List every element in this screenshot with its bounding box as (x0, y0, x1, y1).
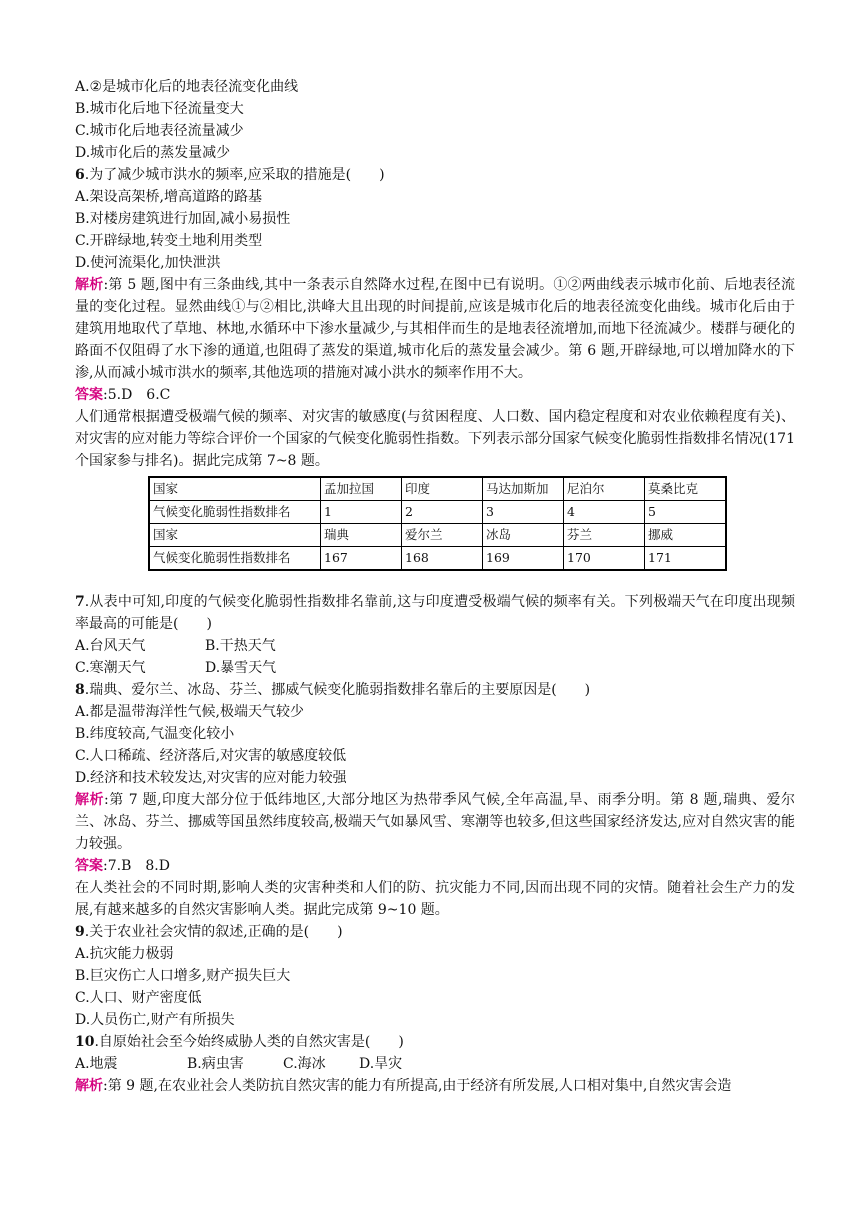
table-cell: 2 (402, 501, 483, 524)
q7-number: 7 (75, 594, 85, 610)
table-cell: 5 (645, 501, 727, 524)
q9-number: 9 (75, 924, 85, 940)
table-cell: 孟加拉国 (321, 477, 402, 501)
q6-option-a: A.架设高架桥,增高道路的路基 (75, 189, 263, 205)
table-cell: 167 (321, 547, 402, 571)
q9-option-a: A.抗灾能力极弱 (75, 946, 174, 962)
table-header-country: 国家 (149, 477, 321, 501)
table-row (149, 501, 726, 524)
analysis-5-6 (75, 274, 795, 384)
table-row (149, 547, 726, 571)
table-cell: 挪威 (645, 524, 727, 547)
table-cell: 1 (321, 501, 402, 524)
q7-options-row1 (75, 635, 795, 657)
q9-option-b: B.巨灾伤亡人口增多,财产损失巨大 (75, 968, 291, 984)
analysis-text: :第 9 题,在农业社会人类防抗自然灾害的能力有所提高,由于经济有所发展,人口相对集中,自然灾害会造 (103, 1078, 732, 1094)
table-cell: 尼泊尔 (564, 477, 645, 501)
table-row (149, 524, 726, 547)
q8-stem-text: .瑞典、爱尔兰、冰岛、芬兰、挪威气候变化脆弱指数排名靠后的主要原因是( ) (84, 682, 591, 698)
q7-option-c: C.寒潮天气 (75, 660, 146, 676)
analysis-text: :第 5 题,图中有三条曲线,其中一条表示自然降水过程,在图中已有说明。①②两曲线表示城市化前、后地表径流量的变化过程。显然曲线①与②相比,洪峰大且出现的时间提前,应该是城市化后的地表径流变化曲线。城市化后由于建筑用地取代了草地、林地,水循环中下渗水量减少,与其相伴而生的是地表径流增加,而地下径流减少。楼群与硬化的路面不仅阻碍了水下渗的通道,也阻碍了蒸发的渠道,城市化后的蒸发量会减少。第 6 题,开辟绿地,可以增加降水的下渗,从而减小城市洪水的频率,其他选项的措施对减小洪水的频率作用不大。 (75, 277, 796, 381)
q7-option-b: B.干热天气 (205, 638, 276, 654)
table-cell: 168 (402, 547, 483, 571)
table-header-country: 国家 (149, 524, 321, 547)
answer-text: :5.D 6.C (103, 387, 171, 403)
q6-stem (75, 164, 795, 186)
q7-option-d: D.暴雪天气 (205, 660, 277, 676)
q8-option-c: C.人口稀疏、经济落后,对灾害的敏感度较低 (75, 748, 347, 764)
q6-option-b: B.对楼房建筑进行加固,减小易损性 (75, 211, 291, 227)
q10-option-d: D.旱灾 (359, 1056, 403, 1072)
q6-option-c: C.开辟绿地,转变土地利用类型 (75, 233, 263, 249)
q7-options-row2 (75, 657, 795, 679)
intro-9-10: 在人类社会的不同时期,影响人类的灾害种类和人们的防、抗灾能力不同,因而出现不同的灾情。随着社会生产力的发展,有越来越多的自然灾害影响人类。据此完成第 9~10 题。 (75, 880, 795, 918)
q6-stem-text: .为了减少城市洪水的频率,应采取的措施是( ) (84, 167, 385, 183)
q8-option-d: D.经济和技术较发达,对灾害的应对能力较强 (75, 770, 347, 786)
table-cell: 马达加斯加 (483, 477, 564, 501)
table-cell: 冰岛 (483, 524, 564, 547)
q10-number: 10 (75, 1034, 95, 1050)
q10-option-b: B.病虫害 (187, 1056, 244, 1072)
vulnerability-table (148, 476, 727, 571)
q9-stem (75, 921, 795, 943)
table-cell: 莫桑比克 (645, 477, 727, 501)
table-cell: 芬兰 (564, 524, 645, 547)
analysis-7-8 (75, 789, 795, 855)
q7-stem (75, 591, 795, 635)
table-row (149, 477, 726, 501)
table-cell: 171 (645, 547, 727, 571)
answer-label: 答案 (75, 387, 103, 403)
q5-option-c: C.城市化后地表径流量减少 (75, 123, 244, 139)
q6-number: 6 (75, 167, 85, 183)
table-cell: 爱尔兰 (402, 524, 483, 547)
intro-7-8: 人们通常根据遭受极端气候的频率、对灾害的敏感度(与贫困程度、人口数、国内稳定程度和对农业依赖程度有关)、对灾害的应对能力等综合评价一个国家的气候变化脆弱性指数。下列表示部分国家气候变化脆弱性指数排名情况(171 个国家参与排名)。据此完成第 7~8 题。 (75, 409, 795, 469)
q8-stem (75, 679, 795, 701)
q5-option-a: A.②是城市化后的地表径流变化曲线 (75, 79, 299, 95)
table-cell: 瑞典 (321, 524, 402, 547)
table-cell: 印度 (402, 477, 483, 501)
q7-option-a: A.台风天气 (75, 638, 146, 654)
q8-number: 8 (75, 682, 85, 698)
q9-option-c: C.人口、财产密度低 (75, 990, 202, 1006)
q5-option-d: D.城市化后的蒸发量减少 (75, 145, 231, 161)
q7-stem-text: .从表中可知,印度的气候变化脆弱性指数排名靠前,这与印度遭受极端气候的频率有关。下列极端天气在印度出现频率最高的可能是( ) (75, 594, 795, 632)
analysis-label: 解析 (75, 792, 105, 808)
q8-option-b: B.纬度较高,气温变化较小 (75, 726, 235, 742)
answer-text: :7.B 8.D (103, 858, 170, 874)
q10-options-row (75, 1053, 795, 1075)
table-header-rank: 气候变化脆弱性指数排名 (149, 547, 321, 571)
q8-option-a: A.都是温带海洋性气候,极端天气较少 (75, 704, 305, 720)
answer-5-6 (75, 384, 795, 406)
q5-option-b: B.城市化后地下径流量变大 (75, 101, 244, 117)
table-cell: 4 (564, 501, 645, 524)
table-cell: 169 (483, 547, 564, 571)
q9-option-d: D.人员伤亡,财产有所损失 (75, 1012, 235, 1028)
answer-label: 答案 (75, 858, 103, 874)
q9-stem-text: .关于农业社会灾情的叙述,正确的是( ) (84, 924, 343, 940)
q6-option-d: D.使河流渠化,加快泄洪 (75, 255, 221, 271)
table-header-rank: 气候变化脆弱性指数排名 (149, 501, 321, 524)
answer-7-8 (75, 855, 795, 877)
q10-option-a: A.地震 (75, 1056, 118, 1072)
exam-page (75, 76, 795, 1097)
q10-option-c: C.海冰 (283, 1056, 326, 1072)
table-cell: 3 (483, 501, 564, 524)
table-cell: 170 (564, 547, 645, 571)
analysis-text: :第 7 题,印度大部分位于低纬地区,大部分地区为热带季风气候,全年高温,旱、雨季分明。第 8 题,瑞典、爱尔兰、冰岛、芬兰、挪威等国虽然纬度较高,极端天气如暴风雪、寒潮等也较多,但这些国家经济发达,应对自然灾害的能力较强。 (75, 792, 795, 852)
q10-stem (75, 1031, 795, 1053)
analysis-label: 解析 (75, 1078, 103, 1094)
analysis-label: 解析 (75, 277, 104, 293)
q10-stem-text: .自原始社会至今始终威胁人类的自然灾害是( ) (94, 1034, 404, 1050)
analysis-9-10 (75, 1075, 795, 1097)
